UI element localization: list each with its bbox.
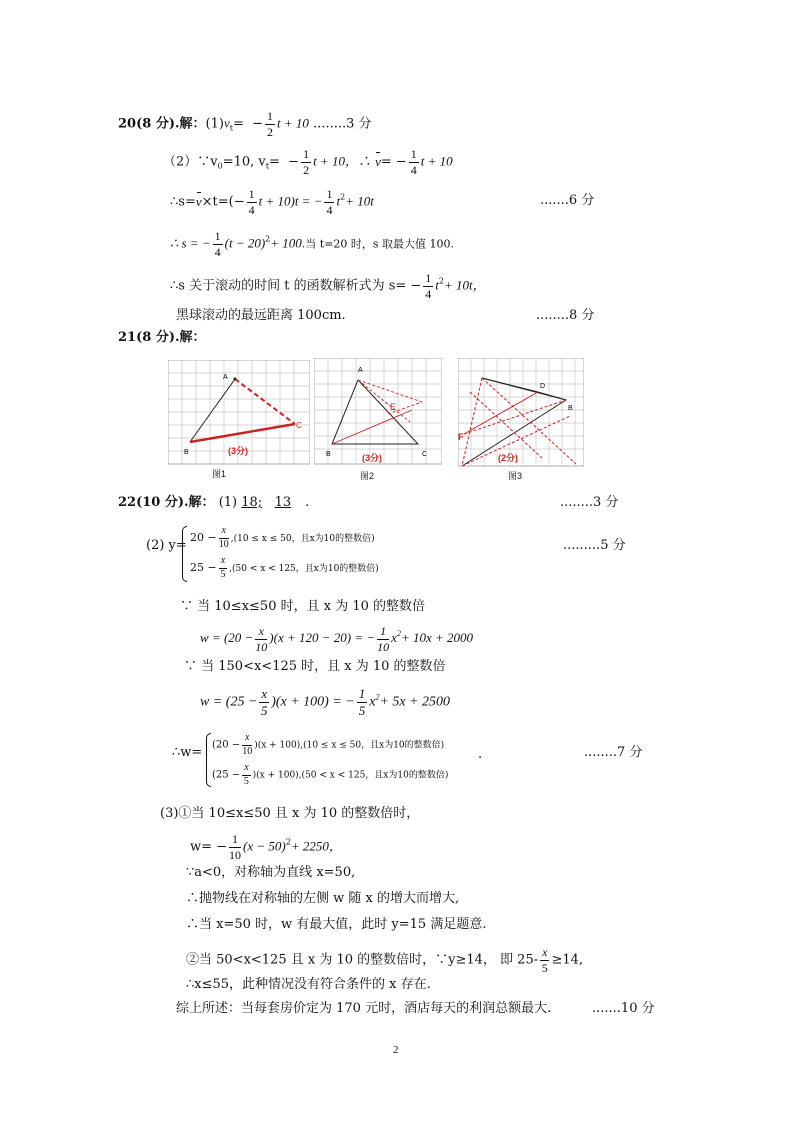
q22-case2-text: ∵ 当 150<x<125 时，且 x 为 10 的整数倍 bbox=[184, 659, 446, 674]
point-label-b: B bbox=[568, 405, 573, 412]
q20-line2: $(2)\because v_0=10$, $v_t=$ − $\frac{1}{2}$ t + 10，∴ v= − $\frac{1}{4}$ t + 10 bbox=[163, 147, 453, 177]
q20-line6: 黑球滚动的最远距离 100cm. bbox=[176, 308, 346, 323]
fraction: $\frac{1}{4}$ bbox=[425, 271, 432, 301]
fraction: $\frac{1}{4}$ bbox=[326, 187, 333, 217]
fraction: $\frac{1}{2}$ bbox=[267, 109, 274, 139]
point-label-b: B bbox=[326, 451, 331, 458]
q22-y-label: (2) y= bbox=[146, 538, 187, 553]
point-label-e: E bbox=[390, 402, 397, 412]
w-case-2: (25 − $\frac{x}{5}$ )(x + 100),(50 < x < 125，且x为10的整数倍) bbox=[212, 762, 449, 787]
page-number: 2 bbox=[393, 1044, 399, 1056]
point-label-a: A bbox=[223, 374, 228, 381]
fraction: $\frac{1}{2}$ bbox=[303, 147, 310, 177]
q22-part3-w: w= − $\frac{1}{10}$ $(x - 50)^2+ 2250$， bbox=[190, 832, 342, 862]
point-label-c: C bbox=[296, 421, 302, 430]
figure-2-caption: 图2 bbox=[360, 471, 375, 481]
answer-blank-2: 13 bbox=[274, 495, 292, 510]
fraction: $\frac{1}{4}$ bbox=[214, 229, 221, 259]
q22-line1: 22(10 分).解： (1) 18; 13 . bbox=[118, 495, 310, 510]
score-mark: ........3 分 bbox=[313, 116, 372, 132]
q22-case1-text: ∵ 当 10≤x≤50 时，且 x 为 10 的整数倍 bbox=[180, 599, 426, 614]
answer-blank-1: 18; bbox=[241, 495, 263, 510]
point-label-f: F bbox=[458, 432, 464, 442]
score-mark: ........3 分 bbox=[560, 495, 619, 510]
q21-heading: 21(8 分).解： bbox=[118, 330, 206, 345]
point-label-c: C bbox=[422, 451, 428, 458]
q22-part3-line4: ∴抛物线在对称轴的左侧 w 随 x 的增大而增大, bbox=[186, 891, 460, 906]
figure-1-caption: 图1 bbox=[212, 469, 227, 479]
q22-part3-line3: ∵a<0，对称轴为直线 x=50, bbox=[186, 865, 356, 880]
q22-w2: w = (25 − $\frac{x}{5}$ )(x + 100) = − $\frac{1}{5}$ $x^2+ 5x + 2500$ bbox=[200, 686, 451, 718]
q22-conclusion: 综上所述：当每套房价定为 170 元时，酒店每天的利润总额最大. bbox=[176, 1001, 552, 1016]
figure-1 bbox=[168, 360, 310, 468]
q20-line1: 20(8 分).解：$(1)v_t=$ − $\frac{1}{2}$ t + 10 ........3 分 bbox=[118, 109, 372, 139]
figure-3 bbox=[458, 358, 584, 468]
point-label-b: B bbox=[184, 449, 189, 456]
q22-part3-line7: ∴x≤55，此种情况没有符合条件的 x 存在. bbox=[186, 977, 431, 992]
figure-score: (3分) bbox=[362, 453, 382, 463]
point-label-a: A bbox=[358, 367, 363, 374]
piecewise-case-2: 25 − $\frac{x}{5}$ ,(50 < x < 125，且x为10的整数倍) bbox=[190, 555, 379, 580]
point-label-d: D bbox=[540, 383, 546, 390]
q22-part3-line6: ②当 50<x<125 且 x 为 10 的整数倍时，∵y≥14， 即 25- $\frac{x}{5}$ ≥14, bbox=[186, 945, 584, 975]
figure-2 bbox=[314, 358, 442, 468]
q22-heading: 22(10 分). bbox=[118, 495, 189, 510]
figure-score: (2分) bbox=[498, 453, 518, 463]
w-case-1: (20 − $\frac{x}{10}$ )(x + 100),(10 ≤ x ≤ 50，且x为10的整数倍) bbox=[212, 732, 445, 757]
q20-line3: ∴s=v×t=(− $\frac{1}{4}$ t + 10)t = − $\frac{1}{4}$ $t^2+ 10t$ bbox=[170, 187, 374, 217]
score-mark: ........8 分 bbox=[536, 308, 595, 323]
q22-part3-line5: ∴当 x=50 时，w 有最大值，此时 y=15 满足题意. bbox=[186, 917, 487, 932]
fraction: $\frac{1}{4}$ bbox=[410, 147, 417, 177]
q22-part3-line1: (3)①当 10≤x≤50 且 x 为 10 的整数倍时， bbox=[160, 806, 420, 821]
score-mark: .......6 分 bbox=[540, 193, 595, 208]
q22-w1: w = (20 − $\frac{x}{10}$ )(x + 120 − 20) = − $\frac{1}{10}$ $x^2+ 10x + 2000$ bbox=[200, 624, 474, 654]
score-mark: .........5 分 bbox=[563, 538, 626, 553]
q20-line4: ∴ s = − $\frac{1}{4}$ $(t - 20)^2+ 100$.当 t=20 时，s 取最大值 100. bbox=[170, 229, 455, 259]
q22-w-label: ∴w= bbox=[172, 745, 203, 760]
brace bbox=[182, 526, 187, 582]
piecewise-case-1: 20 − $\frac{x}{10}$ ,(10 ≤ x ≤ 50，且x为10的整数倍) bbox=[190, 525, 375, 550]
brace bbox=[206, 733, 211, 787]
figure-score: (3分) bbox=[228, 446, 248, 456]
q20-line5: ∴s 关于滚动的时间 t 的函数解析式为 s= − $\frac{1}{4}$ $t^2+ 10t$， bbox=[170, 271, 486, 301]
figure-3-caption: 图3 bbox=[508, 471, 523, 481]
score-mark: ........7 分 bbox=[584, 745, 643, 760]
score-mark: .......10 分 bbox=[592, 1001, 655, 1016]
q20-heading: 20(8 分). bbox=[118, 116, 180, 132]
fraction: $\frac{1}{4}$ bbox=[248, 187, 255, 217]
